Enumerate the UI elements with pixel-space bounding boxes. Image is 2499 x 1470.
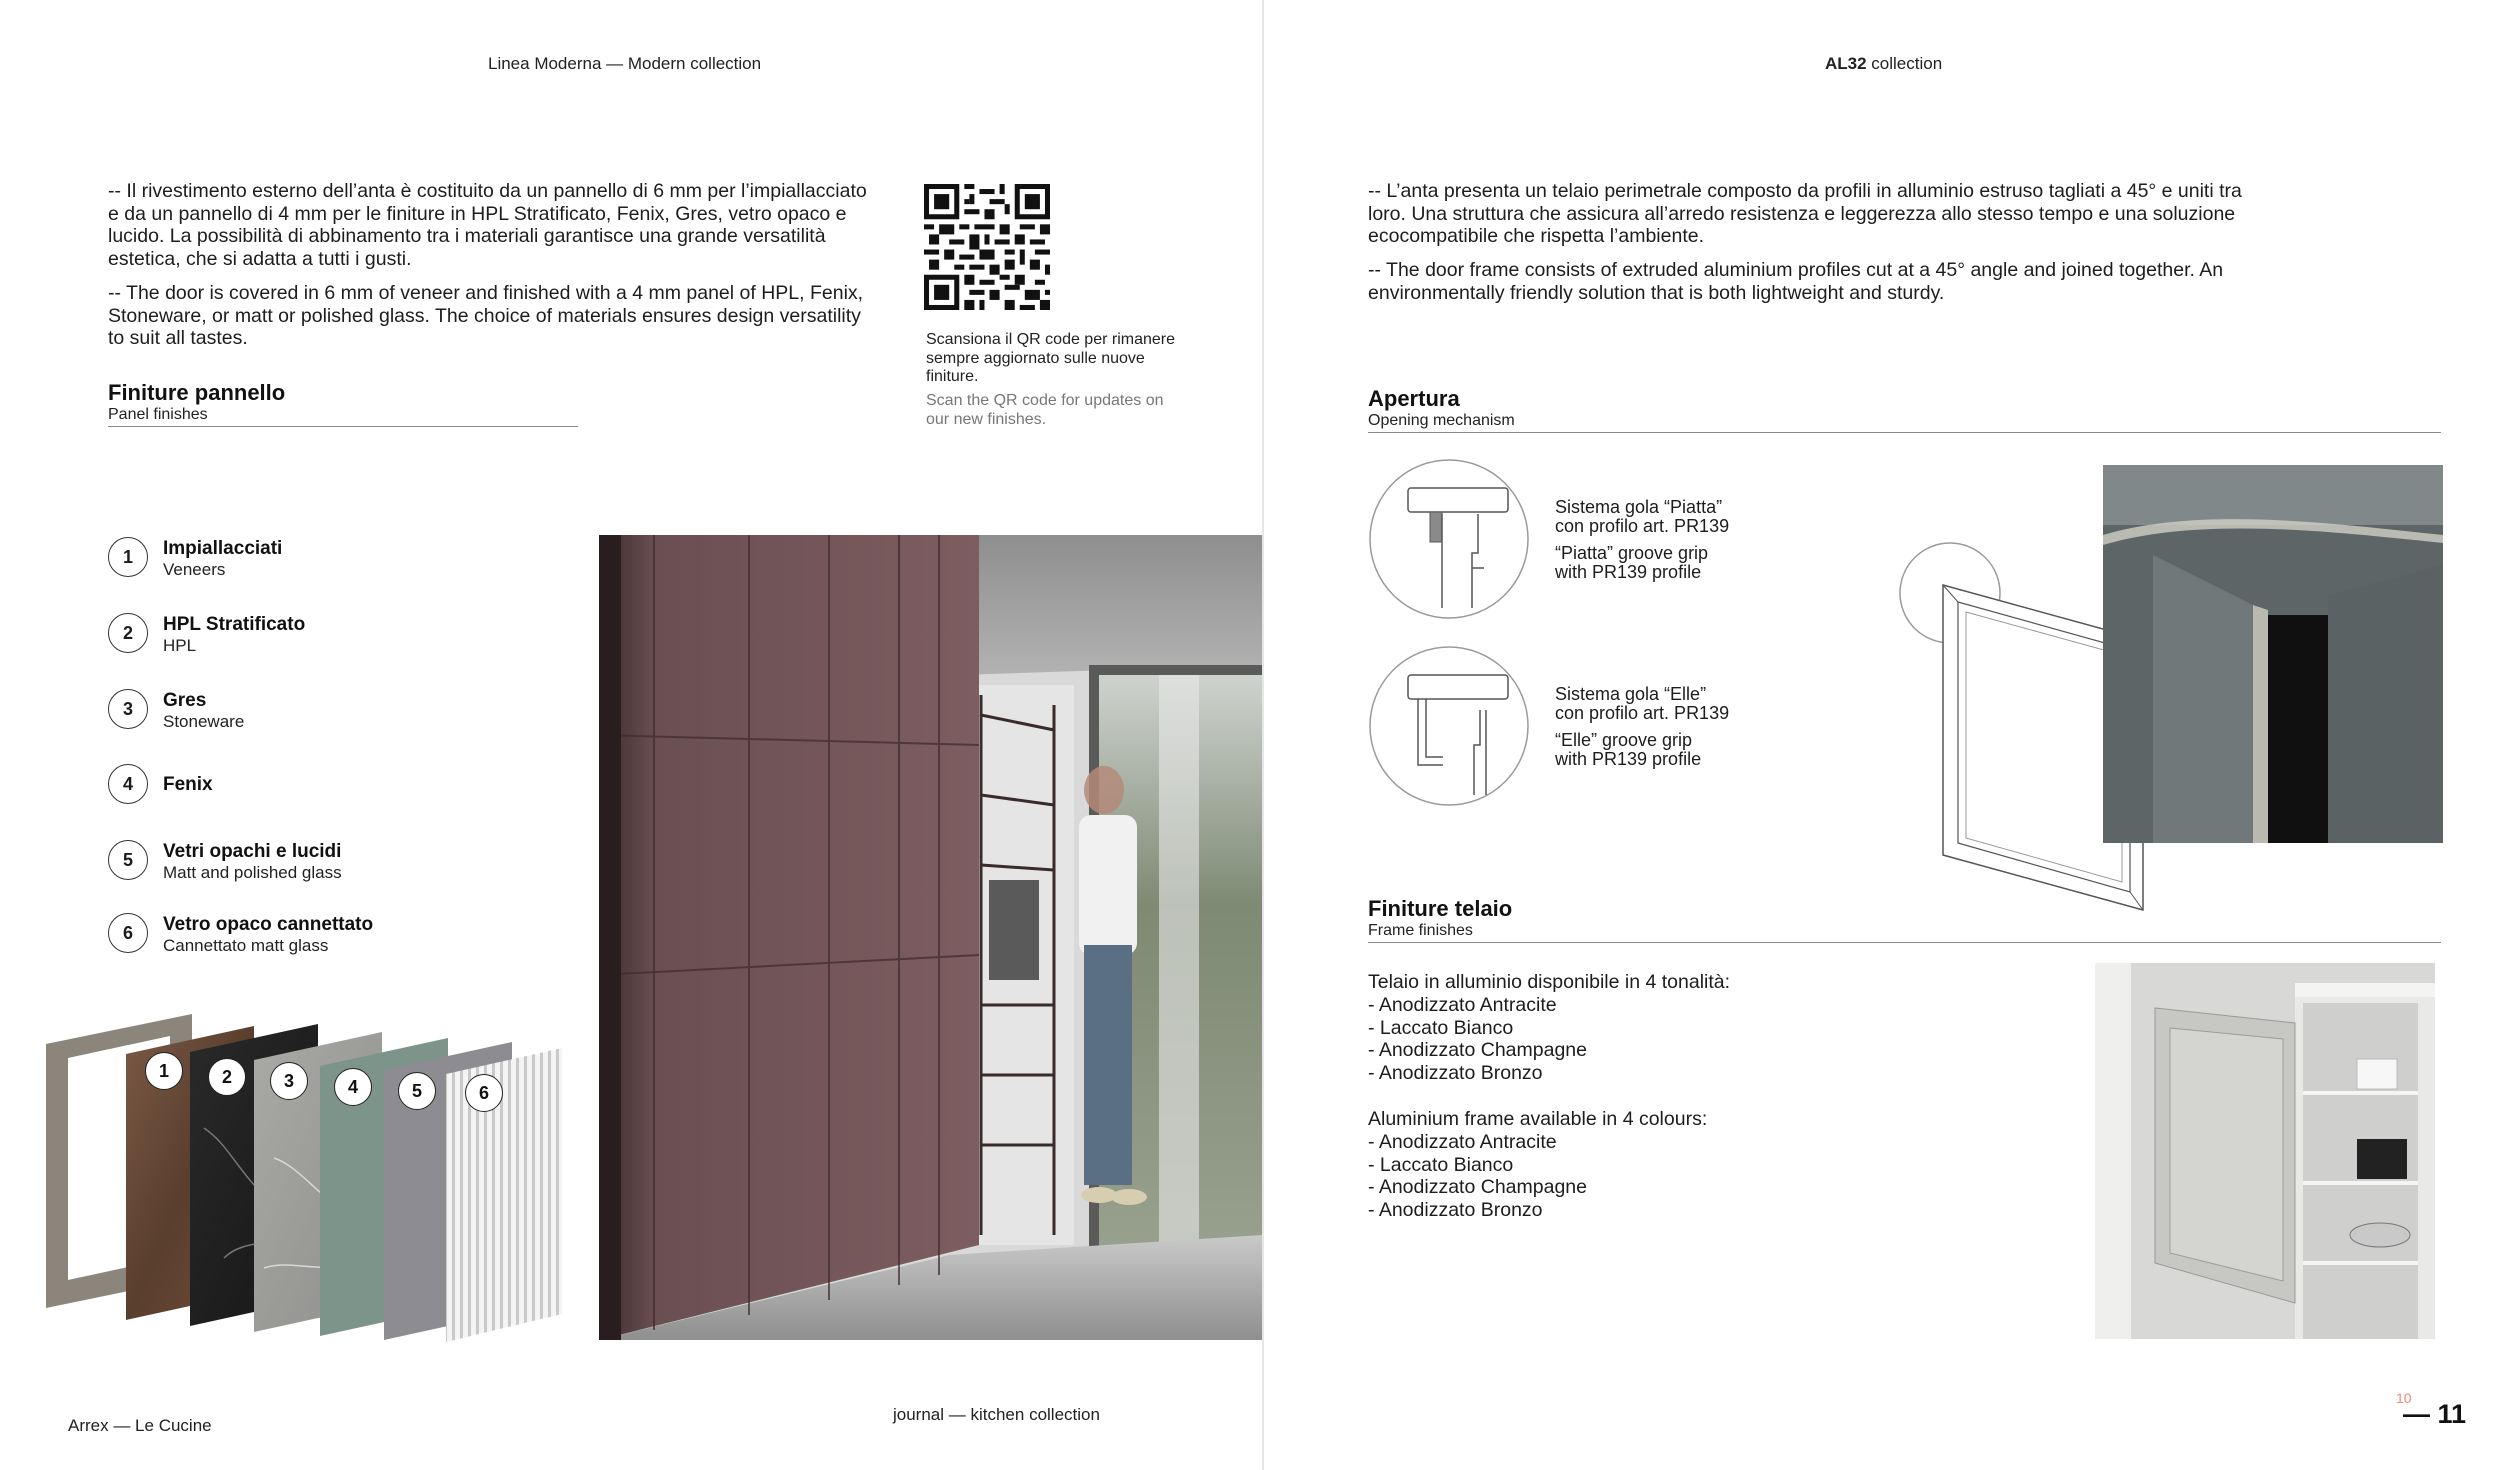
finish-item [163,614,305,656]
finish-item [163,774,213,796]
panel-finishes-title: Finiture pannello [108,380,286,405]
footer-brand: Arrex — Le Cucine [68,1416,212,1435]
panel-finishes-rule [108,426,578,427]
frame-en-item: - Anodizzato Champagne [1368,1176,1587,1199]
finish-subtitle: Cannettato matt glass [163,936,329,955]
finish-title: HPL Stratificato [163,614,306,635]
finish-item [163,690,244,732]
frame-finishes-title: Finiture telaio [1368,896,1513,921]
piatta-en-2: with PR139 profile [1555,562,1702,582]
left-page-header: Linea Moderna — Modern collection [488,54,762,73]
sample-badge: 5 [398,1072,436,1110]
opening-rule [1368,432,2441,433]
finish-subtitle: Matt and polished glass [163,863,342,882]
qr-caption-it: Scansiona il QR code per rimanere sempre aggiornato sulle nuove finiture. [926,331,1176,385]
opening-heading [1368,386,1515,430]
frame-it-intro: Telaio in alluminio disponibile in 4 tonalità: [1368,971,1731,993]
sample-badge: 2 [208,1058,246,1096]
frame-it-item: - Anodizzato Champagne [1368,1039,1587,1062]
sample-badge: 3 [270,1062,308,1100]
frame-finishes-it [1368,971,1730,1085]
frame-finishes-en [1368,1108,1707,1222]
opening-subtitle: Opening mechanism [1368,412,1515,429]
sample-badge: 4 [334,1068,372,1106]
right-intro-en: -- The door frame consists of extruded aluminium profiles cut at a 45° angle and joined together. An environmentally friendly solution that is both lightweight and sturdy. [1368,259,2224,304]
finish-title: Fenix [163,774,213,795]
open-cabinet-photo [2095,963,2435,1339]
right-page-header [1825,54,1942,74]
opening-title: Apertura [1368,386,1460,411]
finish-subtitle: HPL [163,636,197,655]
right-intro-it: -- L’anta presenta un telaio perimetrale composto da profili in alluminio estruso tagliati a 45° e uniti tra loro. Una struttura che assicura all’arredo resistenza e leggerezza allo stesso tempo e una soluzione ecocompatibile che rispetta l’ambiente. [1368,180,2242,248]
sample-badge: 6 [465,1074,503,1112]
frame-finishes-rule [1368,942,2441,943]
panel-finishes-subtitle: Panel finishes [108,406,208,423]
kitchen-wardrobe-photo [599,535,1262,1340]
frame-en-intro: Aluminium frame available in 4 colours: [1368,1108,1708,1130]
piatta-profile-diagram [1368,458,1530,620]
elle-it-2: con profilo art. PR139 [1555,703,1730,723]
piatta-en-1: “Piatta” groove grip [1555,543,1709,563]
finish-number-badge: 5 [108,840,148,880]
header-brand: AL32 [1825,54,1867,73]
piatta-it-1: Sistema gola “Piatta” [1555,497,1723,517]
groove-closeup-photo [2103,465,2443,843]
page-number-current: — 11 [2403,1399,2467,1429]
finish-item [163,914,373,956]
left-intro-it: -- Il rivestimento esterno dell’anta è costituito da un pannello di 6 mm per l’impiallacciato e da un pannello di 4 mm per le finiture in HPL Stratificato, Fenix, Gres, vetro opaco e lucido. La possibilità di abbinamento tra i materiali garantisce una grande versatilità estetica, che si adatta a tutti i gusti. [108,180,867,270]
frame-finishes-subtitle: Frame finishes [1368,922,1473,939]
elle-label [1555,685,1729,769]
frame-en-item: - Anodizzato Antracite [1368,1130,1557,1153]
finish-number-badge: 2 [108,613,148,653]
piatta-it-2: con profilo art. PR139 [1555,516,1730,536]
panel-finishes-heading [108,380,285,424]
sample-badge: 1 [145,1052,183,1090]
piatta-label [1555,498,1729,582]
finish-item [163,538,282,580]
panel-samples-illustration [44,1008,574,1348]
finish-number-badge: 1 [108,537,148,577]
elle-en-1: “Elle” groove grip [1555,730,1693,750]
elle-profile-diagram [1368,645,1530,807]
page-number-previous: 10 [2396,1390,2412,1406]
finish-title: Gres [163,690,207,711]
finish-subtitle: Veneers [163,560,226,579]
finish-number-badge: 3 [108,689,148,729]
header-collection: collection [1866,54,1943,73]
left-intro-en: -- The door is covered in 6 mm of veneer and finished with a 4 mm panel of HPL, Fenix, Stoneware, or matt or polished glass. The choice of materials ensures design versatility to suit all tastes. [108,282,864,350]
frame-finishes-heading [1368,896,1512,940]
finish-title: Vetri opachi e lucidi [163,841,342,862]
elle-it-1: Sistema gola “Elle” [1555,684,1707,704]
finish-title: Vetro opaco cannettato [163,914,374,935]
page-spine [1262,0,1264,1470]
finish-number-badge: 6 [108,913,148,953]
frame-en-item: - Anodizzato Bronzo [1368,1199,1543,1222]
finish-title: Impiallacciati [163,538,283,559]
elle-en-2: with PR139 profile [1555,749,1702,769]
qr-caption-en: Scan the QR code for updates on our new finishes. [926,392,1164,428]
finish-number-badge: 4 [108,764,148,804]
finish-item [163,841,342,883]
frame-it-item: - Laccato Bianco [1368,1016,1514,1039]
footer-journal: journal — kitchen collection [893,1405,1100,1424]
frame-it-item: - Anodizzato Bronzo [1368,1062,1543,1085]
frame-it-item: - Anodizzato Antracite [1368,993,1557,1016]
frame-en-item: - Laccato Bianco [1368,1153,1514,1176]
finish-subtitle: Stoneware [163,712,245,731]
qr-code-icon[interactable] [924,184,1050,310]
